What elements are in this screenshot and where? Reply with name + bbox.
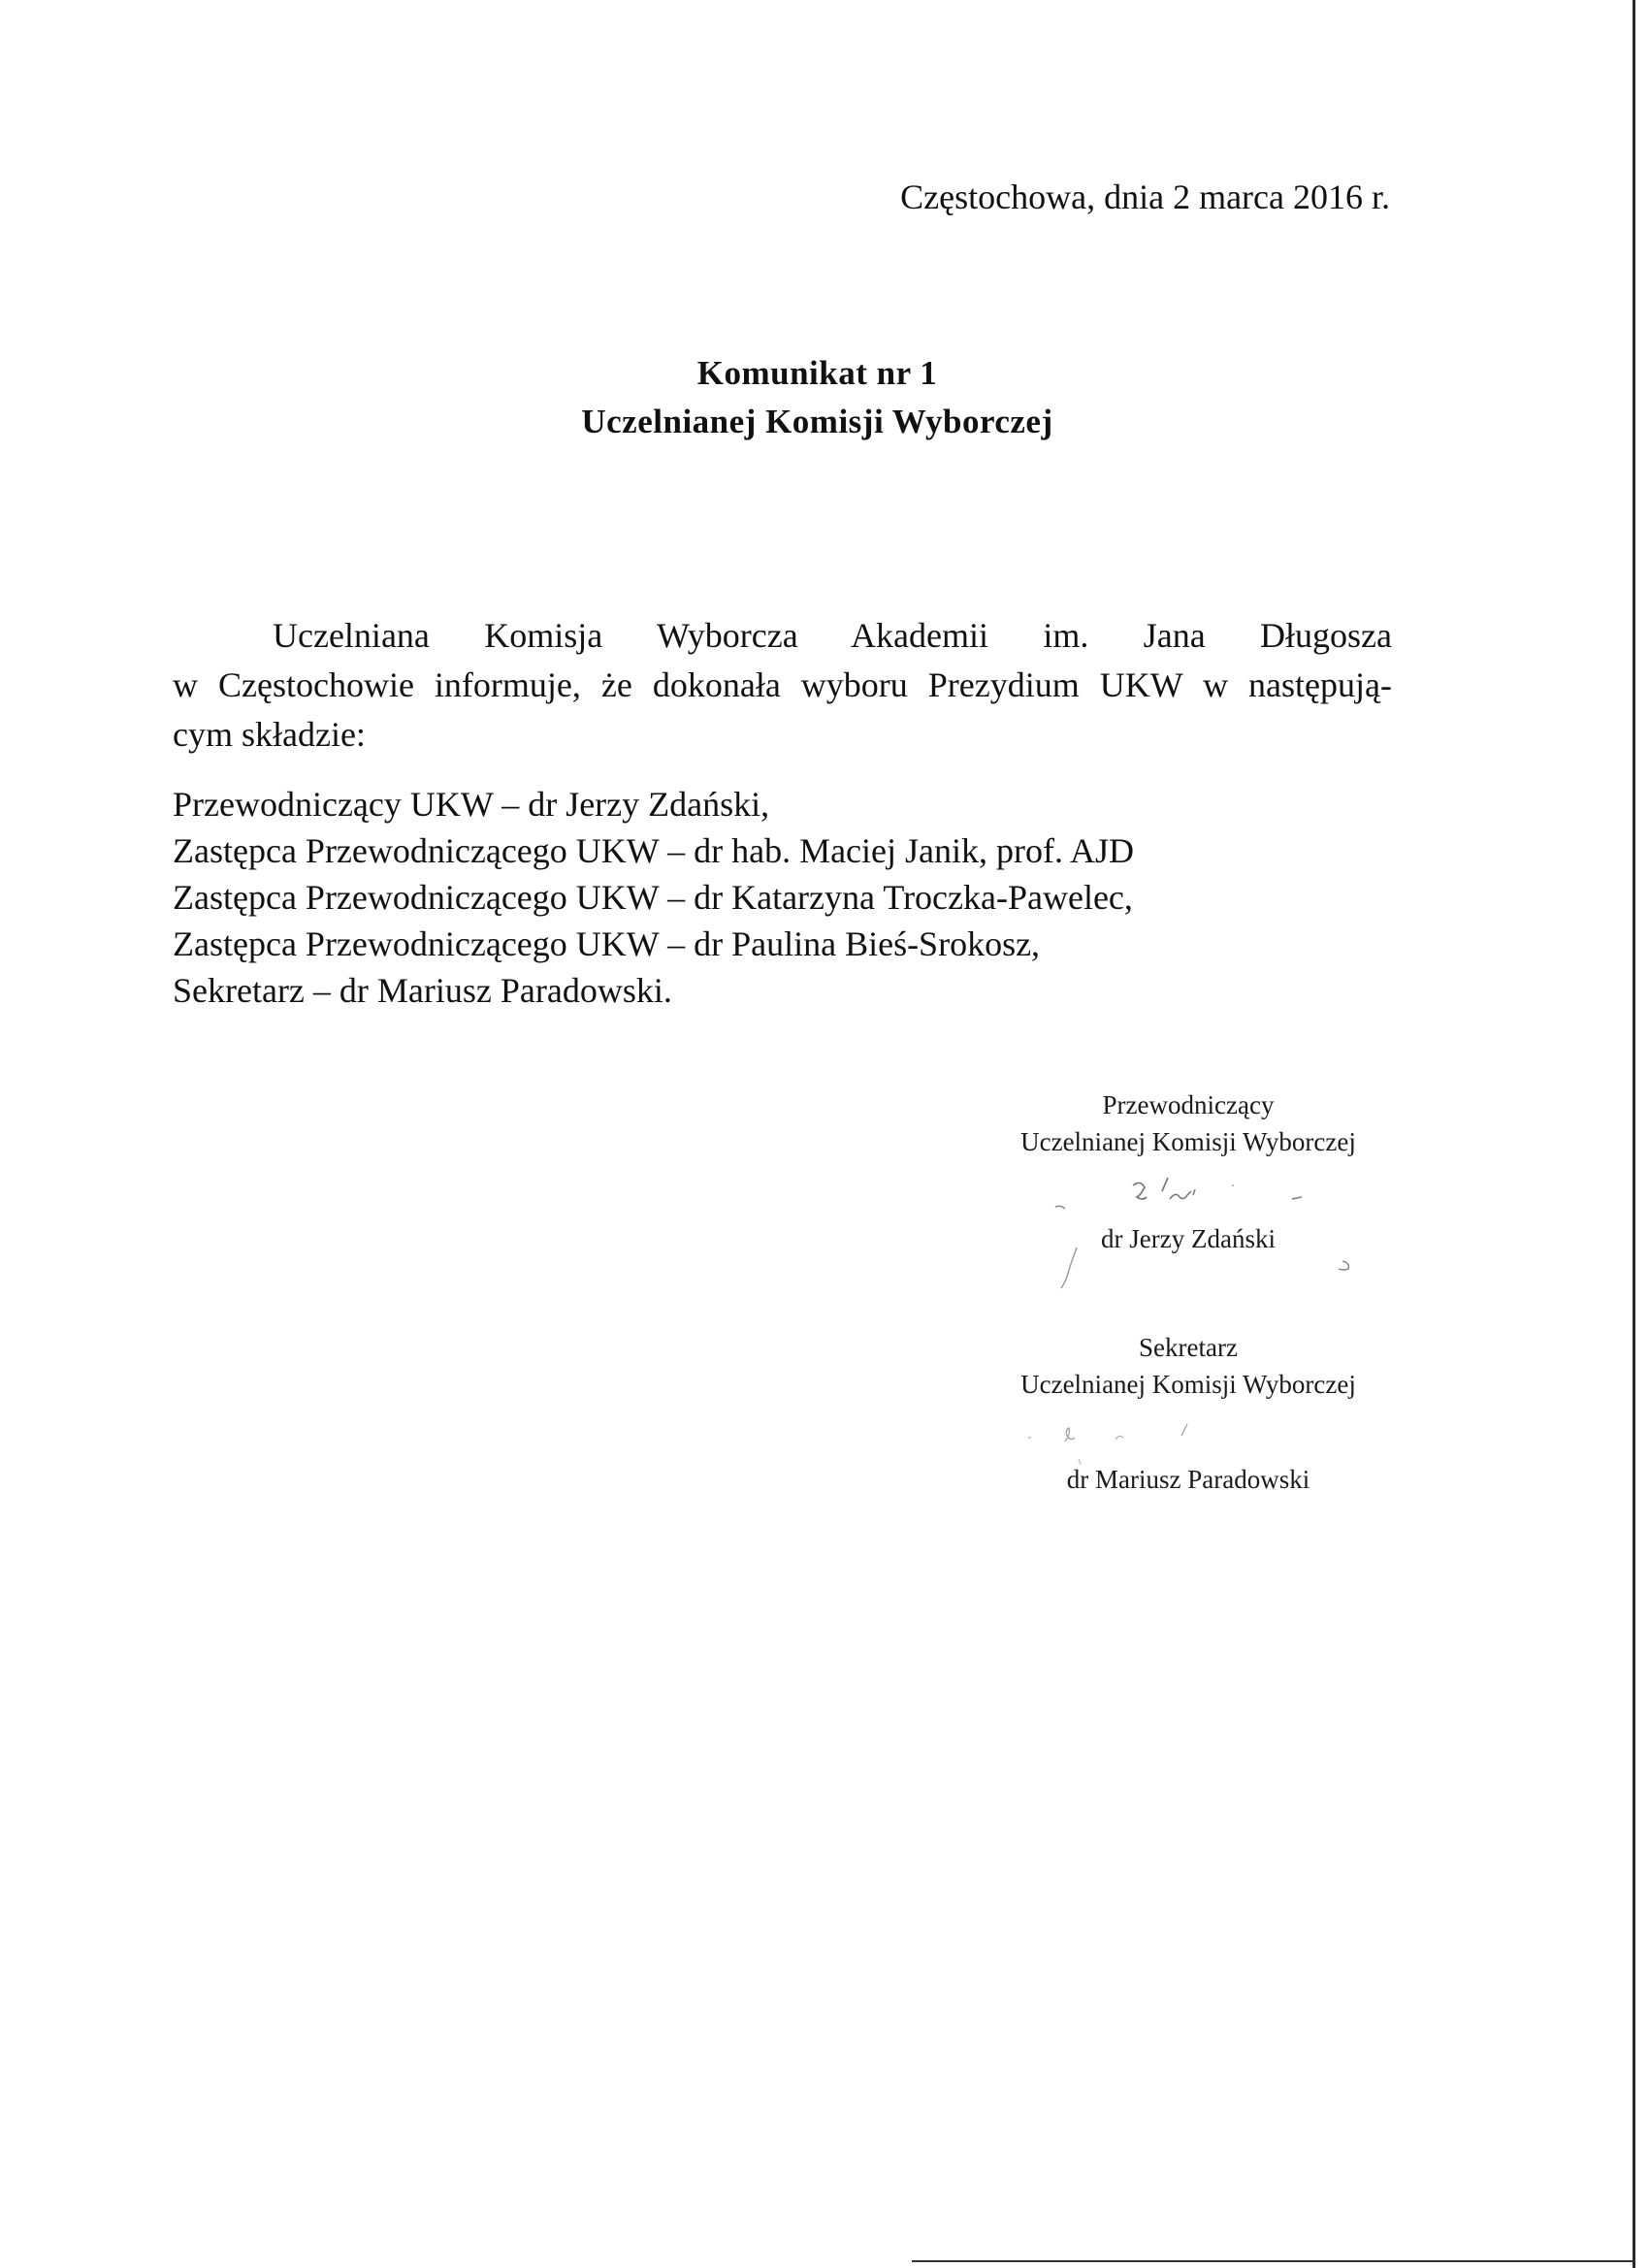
member-entry: Przewodniczący UKW – dr Jerzy Zdański, — [173, 785, 770, 824]
signature-role: Sekretarz — [1139, 1333, 1238, 1362]
member-entry: Sekretarz – dr Mariusz Paradowski. — [173, 971, 672, 1010]
paragraph-line: w Częstochowie informuje, że dokonała wyboru Prezydium UKW w następują- — [173, 665, 1392, 704]
heading-line-1: Komunikat nr 1 — [696, 354, 938, 392]
place-and-date: Częstochowa, dnia 2 marca 2016 r. — [900, 178, 1390, 216]
member-entry: Zastępca Przewodniczącego UKW – dr Paulina Bieś-Srokosz, — [173, 924, 1041, 963]
signature-body: Uczelnianej Komisji Wyborczej — [1020, 1127, 1356, 1156]
secretary-name: dr Mariusz Paradowski — [1066, 1465, 1310, 1494]
document-heading — [0, 349, 1634, 446]
signature-role: Przewodniczący — [1102, 1090, 1275, 1119]
secretary-signature-block — [873, 1329, 1504, 1403]
scan-edge — [912, 2260, 1634, 2262]
presidium-member-list — [173, 781, 1134, 1014]
member-entry: Zastępca Przewodniczącego UKW – dr hab. Maciej Janik, prof. AJD — [173, 831, 1135, 870]
scan-edge — [1633, 0, 1635, 2268]
paragraph-line: Uczelniana Komisja Wyborcza Akademii im. Jana Długosza — [273, 616, 1392, 655]
paragraph-line: cym składzie: — [173, 715, 366, 754]
chairman-name: dr Jerzy Zdański — [1101, 1224, 1276, 1253]
chairman-signature-block — [873, 1086, 1504, 1160]
heading-line-2: Uczelnianej Komisji Wyborczej — [581, 403, 1053, 440]
member-entry: Zastępca Przewodniczącego UKW – dr Katarzyna Troczka-Pawelec, — [173, 878, 1133, 917]
announcement-paragraph — [173, 611, 1392, 760]
signature-body: Uczelnianej Komisji Wyborczej — [1020, 1370, 1356, 1399]
